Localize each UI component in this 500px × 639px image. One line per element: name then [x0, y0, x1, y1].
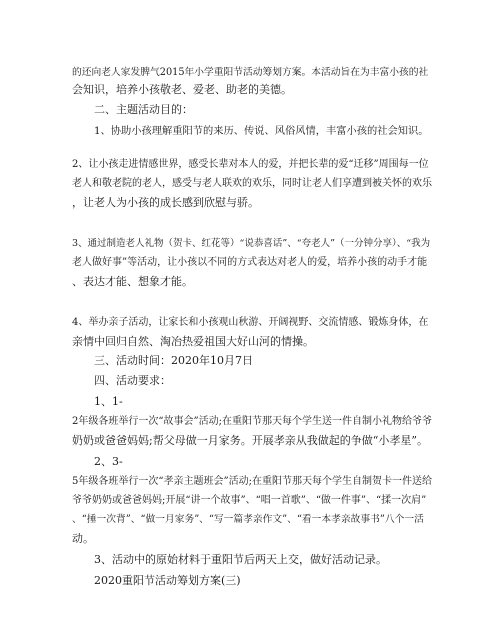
text-line: 3、活动中的原始材料于重阳节后两天上交，做好活动记录。: [94, 553, 387, 566]
text-line: ，让老人为小孩的成长感到欣慰与骄。: [72, 196, 259, 209]
text-line: 老人做好事”等活动，让小孩以不同的方式表达对老人的爱，培养小孩的动手才能: [72, 257, 428, 268]
text-line: 2年级各班举行一次“故事会”活动;在重阳节那天每个学生送一件自制小礼物给爷爷: [72, 416, 432, 427]
text-line: 4、举办亲子活动，让家长和小孩观山秋游、开阔视野、交流情感、锻炼身体，在: [72, 317, 429, 328]
text-line: 会知识，培养小孩敬老、爱老、助老的美德。: [72, 83, 292, 96]
section-heading: 2020重阳节活动筹划方案(三): [94, 574, 241, 587]
text-line: 亲情中回归自然、淘冶热爱祖国大好山河的情操。: [72, 335, 314, 348]
section-heading: 四、活动要求：: [94, 374, 171, 387]
text-line: 爷爷奶奶或爸爸妈妈;开展“讲一个故事”、“唱一首歌”、“做一件事”、“揉一次肩”: [72, 495, 427, 506]
text-line: 3、通过制造老人礼物（贺卡、红花等）“说恭喜话”、“夸老人”（一分钟分享）、“我为: [72, 238, 431, 249]
text-line: 、“捶一次背”、“做一月家务”、“写一篇孝亲作文”、“看一本孝亲故事书”八个一活: [72, 514, 424, 525]
text-line: 2、让小孩走进情感世界，感受长辈对本人的爱，并把长辈的爱“迁移”周围每一位: [72, 159, 429, 170]
text-line: 、表达才能、想象才能。: [72, 275, 193, 288]
text-line: 奶奶或爸爸妈妈;帮父母做一月家务。开展孝亲从我做起的争做“小孝星”。: [72, 434, 428, 447]
text-line: 动。: [72, 532, 94, 545]
text-line: 2、3-: [94, 455, 123, 468]
section-heading: 三、活动时间：2020年10月7日: [94, 354, 253, 367]
section-heading: 二、主题活动目的：: [94, 103, 193, 116]
text-line: 1、协助小孩理解重阳节的来历、传说、风俗风情，丰富小孩的社会知识。: [94, 125, 429, 137]
text-line: 1、1-: [94, 395, 123, 408]
text-line: 5年级各班举行一次“孝亲主题班会”活动;在重阳节那天每个学生自制贺卡一件送给: [72, 476, 432, 487]
text-line: 的还向老人家发脾气2015年小学重阳节活动筹划方案。本活动旨在为丰富小孩的社: [72, 67, 429, 78]
text-line: 老人和敬老院的老人，感受与老人联欢的欢乐，同时让老人们享遭到被关怀的欢乐: [72, 178, 432, 189]
